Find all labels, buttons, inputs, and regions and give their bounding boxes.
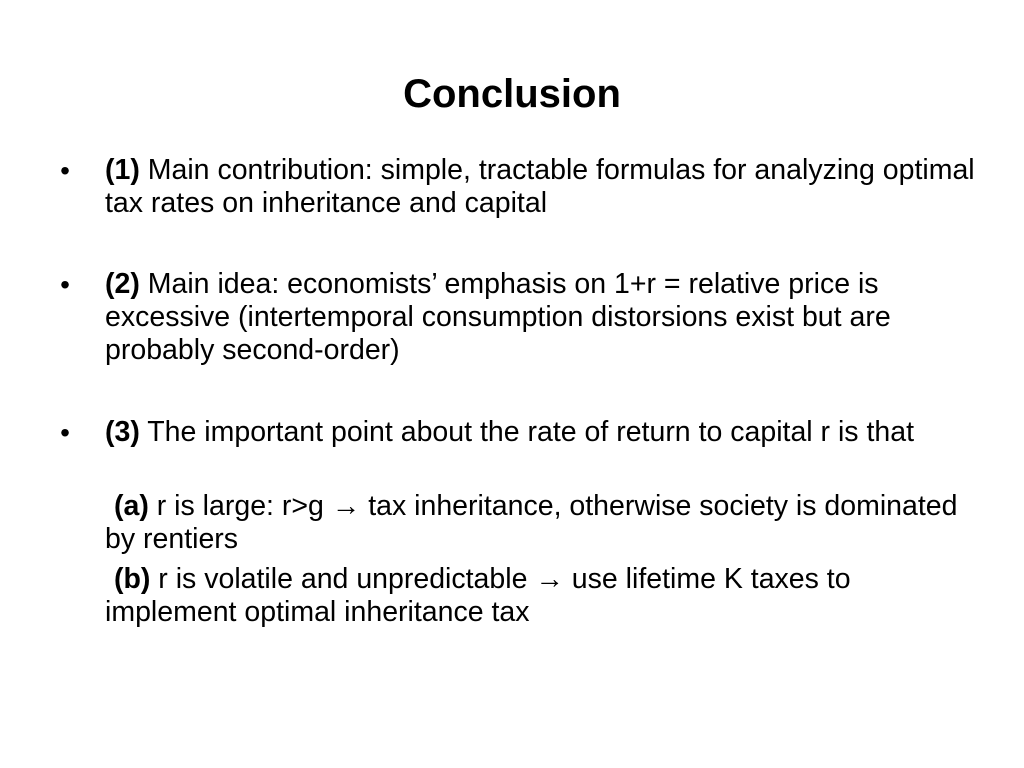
bullet-text: The important point about the rate of return to capital r is that bbox=[139, 416, 915, 448]
bullet-marker: • bbox=[60, 269, 70, 300]
subpoint-b bbox=[105, 563, 985, 629]
subpoint-text: r is volatile and unpredictable → use lifetime K taxes to implement optimal inheritance tax bbox=[105, 563, 851, 628]
subpoint-text: r is large: r>g → tax inheritance, otherwise society is dominated by rentiers bbox=[105, 490, 958, 555]
slide-title: Conclusion bbox=[403, 72, 621, 116]
bullet-item-3 bbox=[60, 416, 985, 449]
bullet-number: (1) bbox=[105, 154, 140, 186]
bullet-item-1 bbox=[60, 154, 985, 220]
bullet-marker: • bbox=[60, 155, 70, 186]
bullet-item-2 bbox=[60, 268, 985, 367]
bullet-text: Main idea: economists’ emphasis on 1+r = relative price is excessive (intertemporal consumption distorsions exist but are probably second-order) bbox=[105, 268, 891, 366]
bullet-number: (3) bbox=[105, 416, 140, 448]
bullet-number: (2) bbox=[105, 268, 140, 300]
bullet-text: Main contribution: simple, tractable formulas for analyzing optimal tax rates on inheritance and capital bbox=[105, 154, 975, 219]
subpoint-label: (a) bbox=[114, 490, 149, 522]
subpoint-a bbox=[105, 490, 985, 556]
bullet-marker: • bbox=[60, 417, 70, 448]
subpoint-label: (b) bbox=[114, 563, 151, 595]
